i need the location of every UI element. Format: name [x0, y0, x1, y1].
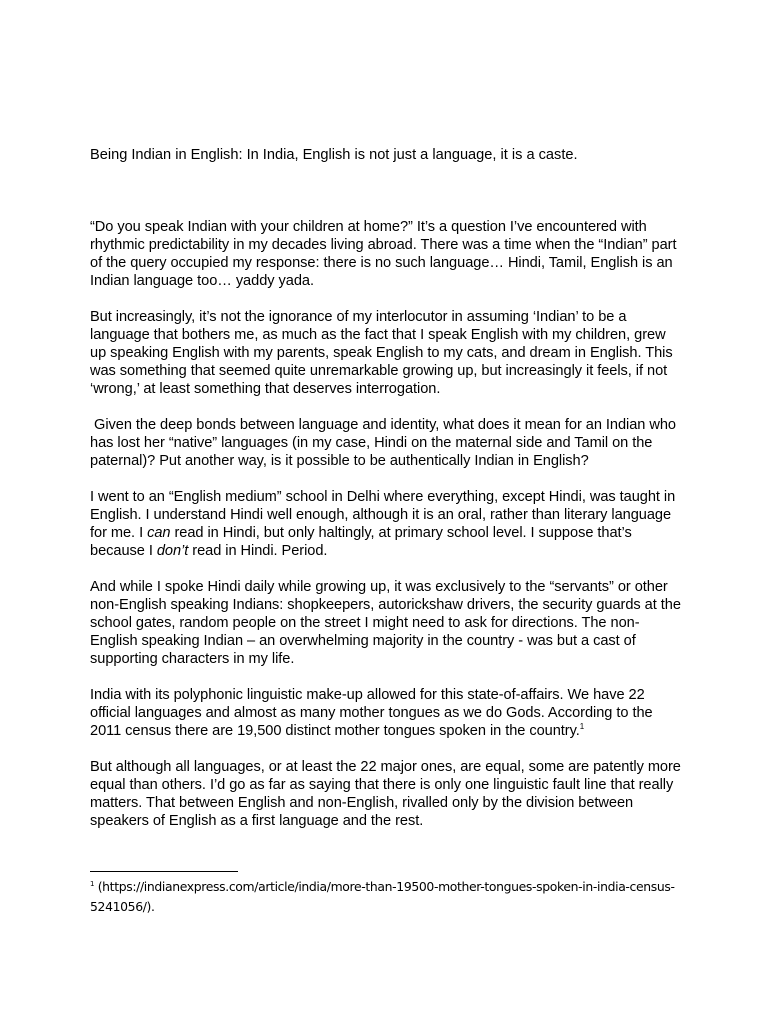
document-body — [90, 218, 682, 830]
footnote-separator — [90, 871, 238, 872]
paragraph-6 — [90, 686, 682, 740]
document-page — [90, 146, 682, 848]
emphasis-can: can — [147, 525, 171, 541]
footnote-text[interactable]: (https://indianexpress.com/article/india/more-than-19500-mother-tongues-spoken-in-india-census-5241056/). — [90, 879, 675, 914]
paragraph-6-text: India with its polyphonic linguistic make-up allowed for this state-of-affairs. We have 22 official languages and almost as many mother tongues as we do Gods. According to the 2011 census there are 19,500 distinct mother tongues spoken in the country. — [90, 687, 653, 739]
emphasis-dont: don’t — [156, 543, 189, 559]
footnote — [90, 877, 690, 917]
paragraph-5: And while I spoke Hindi daily while growing up, it was exclusively to the “servants” or other non-English speaking Indians: shopkeepers, autorickshaw drivers, the security guards at the school gates, random people on the street I might need to ask for directions. The non-English speaking Indian – an overwhelming majority in the country - was but a cast of supporting characters in my life. — [90, 579, 681, 667]
paragraph-4-part-2: read in Hindi, but only haltingly, at primary school level. I suppose that’s because I — [90, 525, 632, 559]
paragraph-4-part-1: I went to an “English medium” school in Delhi where everything, except Hindi, was taught in English. I understand Hindi well enough, although it is an oral, rather than literary language for me. I — [90, 489, 676, 541]
paragraph-2: But increasingly, it’s not the ignorance of my interlocutor in assuming ‘Indian’ to be a language that bothers me, as much as the fact that I speak English with my children, grew up speaking English with my parents, speak English to my cats, and dream in English. This was something that seemed quite unremarkable growing up, but increasingly it feels, if not ‘wrong,’ at least something that deserves interrogation. — [90, 309, 673, 397]
footnote-reference[interactable]: 1 — [579, 722, 585, 732]
paragraph-1: “Do you speak Indian with your children at home?” It’s a question I’ve encountered with rhythmic predictability in my decades living abroad. There was a time when the “Indian” part of the query occupied my response: there is no such language… Hindi, Tamil, English is an Indian language too… yaddy yada. — [90, 219, 677, 289]
footnote-marker: 1 — [90, 879, 95, 888]
paragraph-4 — [90, 488, 682, 560]
paragraph-4-part-3: read in Hindi. Period. — [188, 543, 328, 559]
paragraph-7: But although all languages, or at least the 22 major ones, are equal, some are patently more equal than others. I’d go as far as saying that there is only one linguistic fault line that really matters. That between English and non-English, rivalled only by the division between speakers of English as a first language and the rest. — [90, 759, 681, 829]
paragraph-3: Given the deep bonds between language and identity, what does it mean for an Indian who has lost her “native” languages (in my case, Hindi on the maternal side and Tamil on the paternal)? Put another way, is it possible to be authentically Indian in English? — [90, 417, 681, 469]
document-title: Being Indian in English: In India, English is not just a language, it is a caste. — [90, 147, 578, 163]
